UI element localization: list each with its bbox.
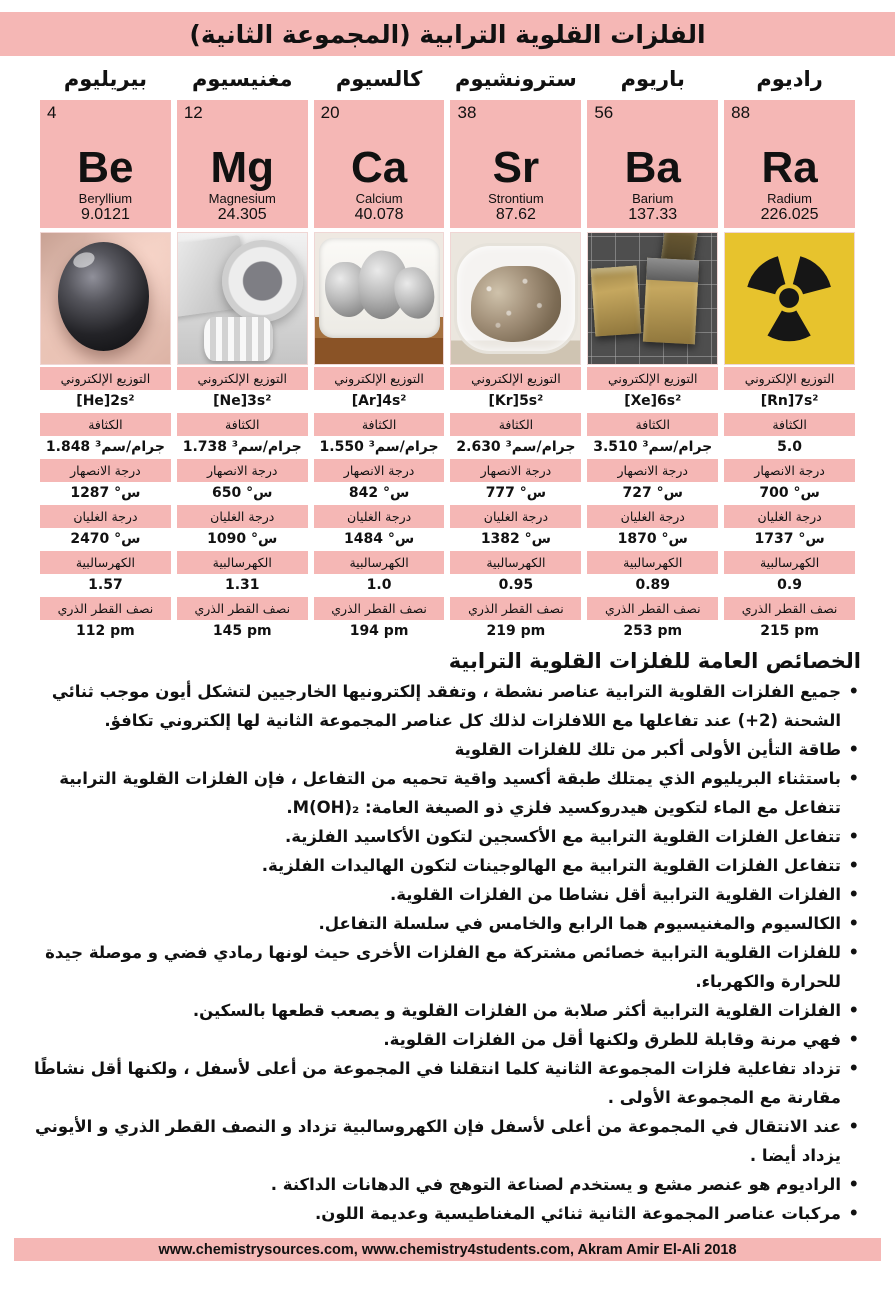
element-card [177,100,308,228]
credits-text: www.chemistrysources.com, www.chemistry4students.com, Akram Amir El-Ali 2018 [158,1241,737,1258]
metal-cube-shape [591,266,642,337]
density-value: 5.0 [777,438,802,455]
row-label-electron-config: التوزيع الإلكتروني [724,367,855,390]
element-english-name: Beryllium [78,191,133,206]
row-label-electron-config: التوزيع الإلكتروني [314,367,445,390]
electronegativity-value: 0.9 [777,576,802,593]
element-symbol: Ra [761,142,818,192]
atomic-number: 56 [594,103,614,122]
atomic-number: 4 [47,103,57,122]
density-value: 1.550 جرام/سم³ [319,438,439,455]
density-value: 3.510 جرام/سم³ [593,438,713,455]
electron-config-value: [Ar]4s² [351,392,407,409]
element-arabic-name: باريوم [620,67,685,91]
row-label-atomic-radius: نصف القطر الذري [314,597,445,620]
crystal-cluster-shape [471,266,561,342]
poster-title: الفلزات القلوية الترابية (المجموعة الثانية) [189,19,706,49]
row-label-melting: درجة الانصهار [40,459,171,482]
electron-config-value: [Ne]3s² [213,392,272,409]
row-label-electron-config: التوزيع الإلكتروني [177,367,308,390]
element-arabic-name: سترونشيوم [455,67,577,91]
property-bullet: • طاقة التأين الأولى أكبر من تلك للفلزات القلوية [30,735,861,764]
property-bullet: • جميع الفلزات القلوية الترابية عناصر نشطة ، وتفقد إلكترونيها الخارجيين لتشكل أيون موجب ثنائي الشحنة (2+) عند تفاعلها مع اللافلزات لذلك كل عناصر المجموعة الثانية لها إلكتروني تكافؤ. [30,677,861,735]
property-bullet: • تتفاعل الفلزات القلوية الترابية مع الأكسجين لتكون الأكاسيد الفلزية. [30,822,861,851]
electron-config-value: [He]2s² [76,392,135,409]
atomic-radius-value: 219 pm [486,622,546,639]
electronegativity-value: 0.95 [498,576,534,593]
row-label-electronegativity: الكهرسالبية [40,551,171,574]
property-bullet: • الفلزات القلوية الترابية أكثر صلابة من الفلزات القلوية و يصعب قطعها بالسكين. [30,996,861,1025]
element-column-strontium [450,58,581,641]
property-bullet: • عند الانتقال في المجموعة من أعلى لأسفل فإن الكهروسالبية تزداد و النصف القطر الذري و الأيوني يزداد أيضا . [30,1112,861,1170]
metal-coil-shape [222,240,303,323]
row-label-density: الكثافة [314,413,445,436]
electronegativity-value: 1.57 [88,576,123,593]
element-column-magnesium [177,58,308,641]
row-label-electron-config: التوزيع الإلكتروني [450,367,581,390]
credits-bar [14,1238,881,1261]
atomic-radius-value: 112 pm [76,622,135,639]
electron-config-value: [Kr]5s² [488,392,544,409]
element-symbol: Ca [350,142,408,192]
metal-cube-shape [643,258,699,344]
row-label-melting: درجة الانصهار [177,459,308,482]
row-label-boiling: درجة الغليان [724,505,855,528]
row-label-density: الكثافة [724,413,855,436]
atomic-mass: 137.33 [628,206,678,223]
atomic-number: 38 [457,103,477,122]
radiation-trefoil-icon [735,243,843,353]
boiling-point-value: 1870 °س [617,530,688,547]
element-english-name: Strontium [488,191,544,206]
atomic-radius-value: 194 pm [349,622,409,639]
row-label-melting: درجة الانصهار [314,459,445,482]
density-value: 2.630 جرام/سم³ [456,438,576,455]
row-label-atomic-radius: نصف القطر الذري [724,597,855,620]
element-english-name: Calcium [355,191,403,206]
atomic-mass: 24.305 [217,206,267,223]
element-arabic-name: راديوم [756,67,823,91]
row-label-electronegativity: الكهرسالبية [177,551,308,574]
element-column-barium [587,58,718,641]
element-card [450,100,581,228]
radium-photo [724,232,855,365]
atomic-radius-value: 215 pm [760,622,819,639]
row-label-density: الكثافة [587,413,718,436]
element-column-calcium [314,58,445,641]
density-value: 1.738 جرام/سم³ [182,438,302,455]
row-label-atomic-radius: نصف القطر الذري [177,597,308,620]
electron-config-value: [Rn]7s² [760,392,819,409]
row-label-atomic-radius: نصف القطر الذري [40,597,171,620]
elements-grid [0,58,895,641]
row-label-electronegativity: الكهرسالبية [314,551,445,574]
element-card [314,100,445,228]
electronegativity-value: 0.89 [635,576,671,593]
element-english-name: Radium [767,191,812,206]
element-column-radium [724,58,855,641]
magnesium-photo [177,232,308,365]
property-bullet: • الفلزات القلوية الترابية أقل نشاطا من الفلزات القلوية. [30,880,861,909]
atomic-number: 12 [183,103,203,122]
row-label-electron-config: التوزيع الإلكتروني [587,367,718,390]
melting-point-value: 842 °س [348,484,410,501]
melting-point-value: 777 °س [485,484,547,501]
poster-title-bar [0,12,895,56]
element-english-name: Magnesium [208,191,276,206]
property-bullet: • باستثناء البريليوم الذي يمتلك طبقة أكسيد واقية تحميه من التفاعل ، فإن الفلزات القلوية الترابية تتفاعل مع الماء لتكوين هيدروكسيد فلزي ذو الصيغة العامة: M(OH)₂. [30,764,861,822]
atomic-number: 88 [731,103,751,122]
melting-point-value: 727 °س [622,484,683,501]
element-symbol: Ba [624,142,681,192]
atomic-mass: 226.025 [760,206,819,223]
property-bullet: • للفلزات القلوية الترابية خصائص مشتركة مع الفلزات الأخرى حيث لونها رمادي فضي و موصلة جيدة للحرارة والكهرباء. [30,938,861,996]
atomic-mass: 9.0121 [80,206,130,223]
property-bullet: • تزداد تفاعلية فلزات المجموعة الثانية كلما انتقلنا في المجموعة من أعلى لأسفل ، ولكنها أقل نشاطًا مقارنة مع المجموعة الأولى . [30,1054,861,1112]
atomic-radius-value: 253 pm [623,622,683,639]
boiling-point-value: 1090 °س [207,530,278,547]
row-label-density: الكثافة [177,413,308,436]
melting-point-value: 1287 °س [70,484,141,501]
metal-sphere-shape [58,242,149,351]
row-label-electronegativity: الكهرسالبية [587,551,718,574]
element-card [724,100,855,228]
row-label-boiling: درجة الغليان [587,505,718,528]
element-symbol: Mg [210,142,274,192]
row-label-atomic-radius: نصف القطر الذري [450,597,581,620]
boiling-point-value: 1484 °س [343,530,415,547]
calcium-photo [314,232,445,365]
property-bullet: • الكالسيوم والمغنيسيوم هما الرابع والخامس في سلسلة التفاعل. [30,909,861,938]
atomic-radius-value: 145 pm [212,622,272,639]
row-label-atomic-radius: نصف القطر الذري [587,597,718,620]
row-label-boiling: درجة الغليان [450,505,581,528]
element-english-name: Barium [632,191,674,206]
property-bullet: • فهي مرنة وقابلة للطرق ولكنها أقل من الفلزات القلوية. [30,1025,861,1054]
row-label-electronegativity: الكهرسالبية [450,551,581,574]
strontium-photo [450,232,581,365]
boiling-point-value: 1737 °س [754,530,825,547]
row-label-electronegativity: الكهرسالبية [724,551,855,574]
melting-point-value: 650 °س [212,484,273,501]
property-bullet: • تتفاعل الفلزات القلوية الترابية مع الهالوجينات لتكون الهاليدات الفلزية. [30,851,861,880]
density-value: 1.848 جرام/سم³ [45,438,165,455]
row-label-melting: درجة الانصهار [724,459,855,482]
element-arabic-name: بيريليوم [63,67,147,91]
row-label-boiling: درجة الغليان [40,505,171,528]
row-label-boiling: درجة الغليان [177,505,308,528]
row-label-electron-config: التوزيع الإلكتروني [40,367,171,390]
electron-config-value: [Xe]6s² [624,392,682,409]
properties-heading: الخصائص العامة للفلزات القلوية الترابية [448,649,861,673]
boiling-point-value: 2470 °س [70,530,141,547]
boiling-point-value: 1382 °س [480,530,551,547]
general-properties-section [0,641,895,1228]
melting-point-value: 700 °س [759,484,820,501]
element-symbol: Be [77,142,134,192]
electronegativity-value: 1.0 [366,576,392,593]
element-symbol: Sr [492,142,540,192]
element-arabic-name: مغنيسيوم [192,67,293,91]
element-arabic-name: كالسيوم [335,67,423,91]
barium-photo [587,232,718,365]
row-label-density: الكثافة [450,413,581,436]
element-card [40,100,171,228]
row-label-density: الكثافة [40,413,171,436]
atomic-mass: 87.62 [495,206,536,223]
element-column-beryllium [40,58,171,641]
element-card [587,100,718,228]
metal-roll-shape [204,317,274,362]
row-label-melting: درجة الانصهار [587,459,718,482]
property-bullet: • مركبات عناصر المجموعة الثانية ثنائي المغناطيسية وعديمة اللون. [30,1199,861,1228]
beryllium-photo [40,232,171,365]
row-label-boiling: درجة الغليان [314,505,445,528]
electronegativity-value: 1.31 [224,576,260,593]
atomic-mass: 40.078 [354,206,404,223]
property-bullet: • الراديوم هو عنصر مشع و يستخدم لصناعة التوهج في الدهانات الداكنة . [30,1170,861,1199]
row-label-melting: درجة الانصهار [450,459,581,482]
atomic-number: 20 [320,103,340,122]
